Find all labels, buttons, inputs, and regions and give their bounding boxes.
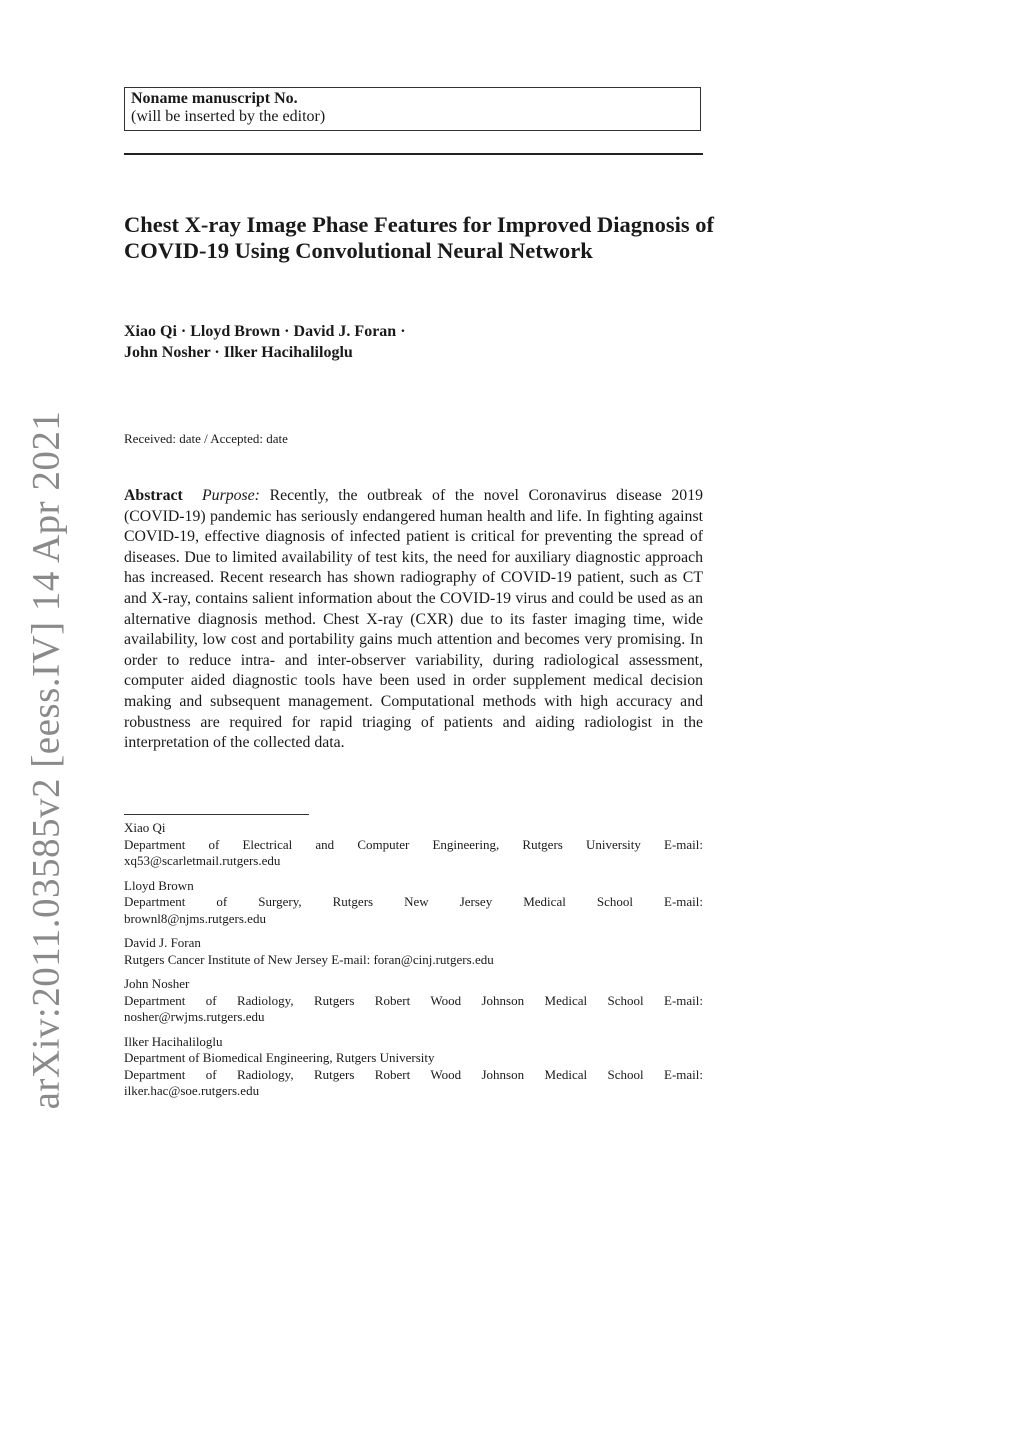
affiliation-name: David J. Foran — [124, 935, 201, 950]
affiliation-entry — [124, 935, 703, 968]
affiliation-email[interactable]: ilker.hac@soe.rutgers.edu — [124, 1083, 260, 1098]
affiliation-entry — [124, 820, 703, 870]
affiliation-entry — [124, 976, 703, 1026]
header-rule — [124, 153, 703, 155]
arxiv-identifier[interactable]: arXiv:2011.03585v2 [eess.IV] 14 Apr 2021 — [24, 410, 68, 1110]
manuscript-editor-note: (will be inserted by the editor) — [131, 108, 326, 125]
affiliation-detail: Department of Radiology, Rutgers Robert Wood Johnson Medical School E-mail: — [124, 992, 703, 1008]
affiliation-detail: Department of Surgery, Rutgers New Jersey Medical School E-mail: — [124, 894, 703, 909]
affiliation-name: John Nosher — [124, 976, 190, 991]
affiliation-name: Ilker Hacihaliloglu — [124, 1033, 223, 1049]
footnote-rule — [124, 814, 309, 815]
affiliation-detail: Department of Electrical and Computer Engineering, Rutgers University E-mail: — [124, 836, 703, 852]
affiliation-email[interactable]: xq53@scarletmail.rutgers.edu — [124, 853, 281, 868]
affiliation-email[interactable]: brownl8@njms.rutgers.edu — [124, 910, 266, 926]
abstract-purpose-label: Purpose: — [202, 487, 260, 504]
affiliation-name: Xiao Qi — [124, 820, 166, 835]
abstract-text: Recently, the outbreak of the novel Coronavirus disease 2019 (COVID-19) pandemic has seriously endangered human health and life. In fighting against COVID-19, effective diagnosis of infected patient is critical for preventing the spread of diseases. Due to limited availability of test kits, the need for auxiliary diagnostic approach has increased. Recent research has shown radiography of COVID-19 patient, such as CT and X-ray, contains salient information about the COVID-19 virus and could be used as an alternative diagnosis method. Chest X-ray (CXR) due to its faster imaging time, wide availability, low cost and portability gains much attention and becomes very promising. In order to reduce intra- and inter-observer variability, during radiological assessment, computer aided diagnostic tools have been used in order supplement medical decision making and subsequent management. Computational methods with high accuracy and robustness are required for rapid triaging of patients and aiding radiologist in the interpretation of the collected data. — [124, 487, 703, 752]
affiliation-name: Lloyd Brown — [124, 877, 194, 893]
affiliation-email[interactable]: nosher@rwjms.rutgers.edu — [124, 1009, 265, 1024]
paper-title: Chest X-ray Image Phase Features for Improved Diagnosis of COVID-19 Using Convolutional Neural Network — [124, 212, 714, 263]
affiliation-detail: Department of Biomedical Engineering, Rutgers University — [124, 1050, 435, 1065]
affiliation-entry — [124, 878, 703, 928]
affiliation-entry — [124, 1034, 703, 1100]
affiliation-detail: Rutgers Cancer Institute of New Jersey E-mail: foran@cinj.rutgers.edu — [124, 951, 494, 967]
manuscript-number-box — [124, 87, 701, 131]
manuscript-number-label: Noname manuscript No. — [131, 90, 298, 107]
author-list: Xiao Qi · Lloyd Brown · David J. Foran · John Nosher · Ilker Hacihaliloglu — [124, 323, 406, 361]
abstract — [124, 486, 703, 754]
affiliation-detail: Department of Radiology, Rutgers Robert Wood Johnson Medical School E-mail: — [124, 1066, 703, 1082]
abstract-label: Abstract — [124, 487, 183, 504]
received-accepted-date: Received: date / Accepted: date — [124, 431, 288, 446]
affiliation-list — [124, 820, 703, 1108]
